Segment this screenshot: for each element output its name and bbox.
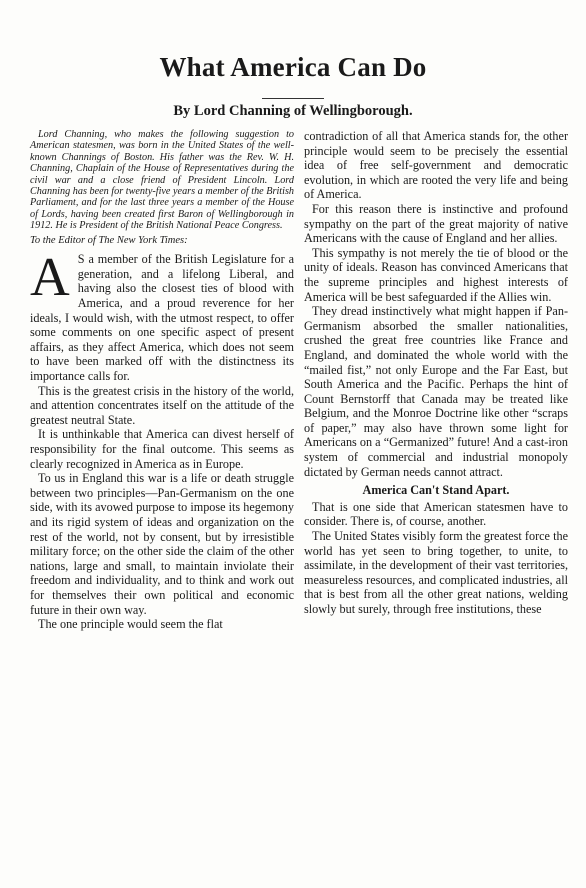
paragraph-4: To us in England this war is a life or death struggle between two principles—Pan-Germanism on the one side, with its avowed purpose to impose its hegemony and its rigid system of ideas and organization on the rest of the world, not by consent, but by irresistible military force; on the other side the claim of the other nations, large and small, to maintain inviolate their freedom and individuality, and to think and work out for themselves their own political and economic future in their own way. [30, 471, 294, 617]
paragraph-5: The one principle would seem the flat [38, 617, 223, 632]
paragraph-10: That is one side that American statesmen have to consider. There is, of course, another. [304, 499, 568, 529]
left-column [30, 129, 294, 632]
paragraph-3: It is unthinkable that America can divest herself of responsibility for the final outcome. This seems as clearly recognized in America as in Europe. [30, 427, 294, 471]
right-column [304, 129, 568, 617]
article-title: What America Can Do [159, 52, 427, 82]
paragraph-8: This sympathy is not merely the tie of blood or the unity of ideals. Reason has convinced Americans that the supreme principles and highest interests of America will be best safeguarded if the Allies win. [304, 245, 568, 304]
paragraph-9: They dread instinctively what might happen if Pan-Germanism absorbed the smaller nationalities, crushed the great free countries like France and England, and dominated the whole world with the “mailed fist,” not only Europe and the Far East, but South America and the Pacific. Perhaps the hint of Count Bernstorff that Canada may be treated like Belgium, and the Monroe Doctrine like other “scraps of paper,” may also have thrown some light for Americans on a “Germanized” future! And a cast-iron system of commercial and industrial monopoly dictated by German needs cannot attract. [304, 304, 568, 479]
paragraph-6: contradiction of all that America stands for, the other principle would seem to be precisely the essential idea of free self-government and democratic evolution, in which are rooted the very life and being of America. [304, 129, 568, 202]
title-divider [262, 98, 324, 99]
paragraph-1-text: S a member of the British Legislature for a generation, and a lifelong Liberal, and having also the closest ties of blood with America, and a proud reverence for her ideals, I would wish, with the utmost respect, to offer some comments on one specific aspect of present affairs, as they affect America, which does not seem to have been marked off with the distinctness its importance calls for. [30, 252, 294, 383]
intro-note: Lord Channing, who makes the following suggestion to American statesmen, was born in the United States of the well-known Channings of Boston. His father was the Rev. W. H. Channing, Chaplain of the House of Representatives during the civil war and a close friend of President Lincoln. Lord Channing has been for twenty-five years a member of the British Parliament, and for the last three years a member of the House of Lords, having been created first Baron of Wellingborough in 1912. He is President of the British National Peace Congress. [30, 129, 294, 232]
paragraph-2: This is the greatest crisis in the history of the world, and attention concentrates itself on the attitude of the greatest neutral State. [30, 383, 294, 427]
paragraph-11: The United States visibly form the greatest force the world has yet seen to bring together, to unite, to assimilate, in the development of their vast territories, measureless resources, and complicated industries, all that is best from all the other great nations, welding slowly but surely, through free institutions, these [304, 529, 568, 616]
paragraph-7: For this reason there is instinctive and profound sympathy on the part of the great majority of native Americans with the cause of England and her allies. [304, 201, 568, 246]
paragraph-1 [30, 246, 294, 383]
salutation: To the Editor of The New York Times: [30, 234, 188, 246]
article-byline: By Lord Channing of Wellingborough. [173, 103, 413, 119]
drop-cap: A [30, 246, 70, 308]
section-subheading: America Can't Stand Apart. [362, 483, 510, 498]
